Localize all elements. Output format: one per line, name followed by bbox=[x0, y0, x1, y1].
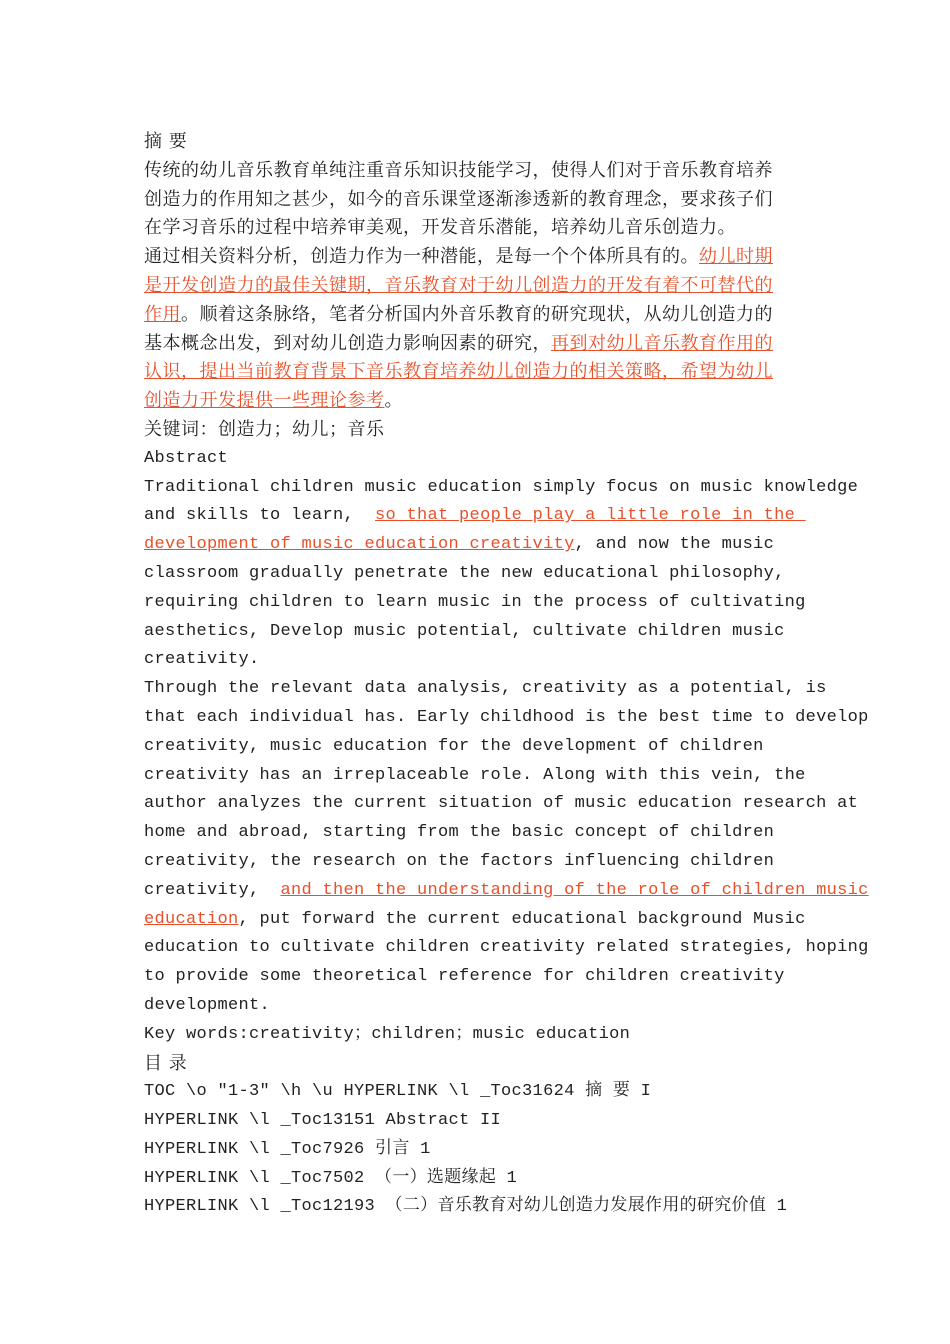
text-line: education to cultivate children creativity related strategies, hoping bbox=[144, 938, 869, 958]
text-line: classroom gradually penetrate the new educational philosophy, bbox=[144, 563, 785, 583]
toc-heading: 目 录 bbox=[144, 1052, 188, 1074]
text-line: home and abroad, starting from the basic concept of children bbox=[144, 823, 775, 843]
text-line: to provide some theoretical reference for children creativity bbox=[144, 967, 785, 987]
text-span: 。顺着这条脉络，笔者分析国内外音乐教育的研究现状，从幼儿创造力的 bbox=[181, 303, 773, 325]
text-line bbox=[144, 502, 814, 531]
text-line bbox=[144, 531, 814, 560]
text-line: that each individual has. Early childhood is the best time to develop bbox=[144, 707, 869, 727]
abstract-cn-heading: 摘 要 bbox=[144, 131, 188, 152]
text-line bbox=[144, 272, 814, 301]
text-line: creativity has an irreplaceable role. Along with this vein, the bbox=[144, 765, 806, 785]
text-span: , put forward the current educational background Music bbox=[238, 909, 806, 929]
highlighted-text: 再到对幼儿音乐教育作用的 bbox=[551, 332, 773, 354]
text-line: creativity, the research on the factors influencing children bbox=[144, 851, 775, 871]
highlighted-text: 幼儿时期 bbox=[699, 246, 773, 268]
text-line bbox=[144, 243, 814, 272]
text-line: creativity, music education for the development of children bbox=[144, 736, 764, 756]
highlighted-text: 作用 bbox=[144, 303, 181, 325]
document-page bbox=[144, 128, 869, 1222]
abstract-cn-keywords: 关键词：创造力；幼儿；音乐 bbox=[144, 418, 385, 440]
text-line: creativity. bbox=[144, 650, 260, 670]
highlighted-text: 创造力开发提供一些理论参考 bbox=[144, 390, 385, 412]
highlighted-text: 是开发创造力的最佳关键期，音乐教育对于幼儿创造力的开发有着不可替代的 bbox=[144, 274, 773, 296]
text-span: and skills to learn, bbox=[144, 506, 376, 526]
toc-entry[interactable]: HYPERLINK \l _Toc7926 引言 1 bbox=[144, 1139, 431, 1159]
text-line bbox=[144, 358, 814, 387]
highlighted-text: education bbox=[144, 909, 239, 929]
highlighted-text: 认识，提出当前教育背景下音乐教育培养幼儿创造力的相关策略，希望为幼儿 bbox=[144, 361, 773, 383]
text-line: 传统的幼儿音乐教育单纯注重音乐知识技能学习，使得人们对于音乐教育培养 bbox=[144, 159, 773, 181]
text-line bbox=[144, 387, 814, 416]
abstract-en-paragraph-1 bbox=[144, 474, 859, 676]
text-line bbox=[144, 906, 814, 935]
abstract-en-heading: Abstract bbox=[144, 448, 229, 468]
toc-entry[interactable]: HYPERLINK \l _Toc12193 （二）音乐教育对幼儿创造力发展作用的研究价值 1 bbox=[144, 1197, 788, 1217]
highlighted-text: so that people play a little role in the bbox=[375, 506, 806, 526]
text-line: 在学习音乐的过程中培养审美观，开发音乐潜能，培养幼儿音乐创造力。 bbox=[144, 217, 736, 239]
text-line: requiring children to learn music in the process of cultivating bbox=[144, 592, 806, 612]
abstract-cn-paragraph-2 bbox=[144, 243, 814, 416]
text-line bbox=[144, 877, 869, 906]
text-span: 。 bbox=[384, 390, 403, 412]
text-line: aesthetics, Develop music potential, cultivate children music bbox=[144, 621, 785, 641]
text-line: Through the relevant data analysis, creativity as a potential, is bbox=[144, 679, 827, 699]
text-span: 通过相关资料分析，创造力作为一种潜能，是每一个个体所具有的。 bbox=[144, 246, 699, 268]
toc-entry[interactable]: HYPERLINK \l _Toc13151 Abstract II bbox=[144, 1111, 502, 1131]
abstract-cn-paragraph-1 bbox=[144, 157, 814, 243]
text-line: Traditional children music education simply focus on music knowledge bbox=[144, 477, 859, 497]
abstract-en-paragraph-2 bbox=[144, 675, 869, 1021]
table-of-contents bbox=[144, 1078, 814, 1222]
text-line: 创造力的作用知之甚少，如今的音乐课堂逐渐渗透新的教育理念，要求孩子们 bbox=[144, 188, 773, 210]
text-span: 基本概念出发，到对幼儿创造力影响因素的研究， bbox=[144, 332, 551, 354]
text-line: author analyzes the current situation of music education research at bbox=[144, 794, 859, 814]
text-line bbox=[144, 330, 814, 359]
text-line: development. bbox=[144, 995, 271, 1015]
toc-entry[interactable]: HYPERLINK \l _Toc7502 （一）选题缘起 1 bbox=[144, 1168, 518, 1188]
text-span: creativity, bbox=[144, 880, 281, 900]
abstract-en-keywords: Key words:creativity；children；music education bbox=[144, 1024, 631, 1044]
highlighted-text: and then the understanding of the role of children music bbox=[280, 880, 869, 900]
text-line bbox=[144, 301, 814, 330]
highlighted-text: development of music education creativity bbox=[144, 535, 575, 555]
toc-entry[interactable]: TOC \o "1-3" \h \u HYPERLINK \l _Toc31624 摘 要 I bbox=[144, 1082, 652, 1102]
text-span: , and now the music bbox=[574, 535, 775, 555]
